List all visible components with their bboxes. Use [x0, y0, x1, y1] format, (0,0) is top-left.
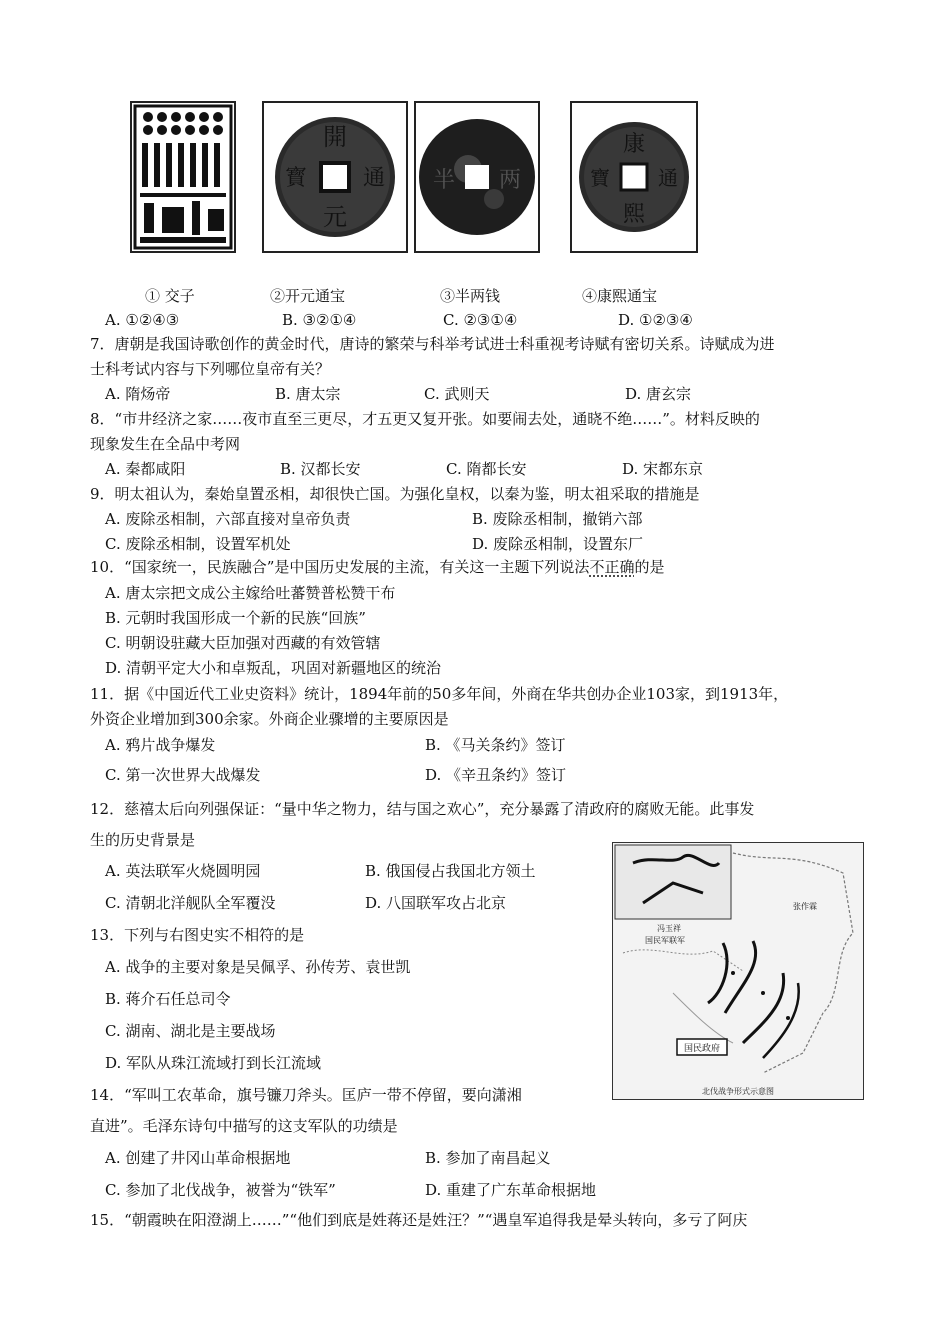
q8-option-d[interactable]: D. 宋都东京 — [622, 460, 704, 478]
q11-stem-continued: 外资企业增加到300余家。外商企业骤增的主要原因是 — [90, 710, 449, 728]
q11-option-c[interactable]: C. 第一次世界大战爆发 — [105, 766, 261, 784]
q6-option-c[interactable]: C. ②③①④ — [443, 311, 518, 329]
map-caption: 北伐战争形式示意图 — [702, 1087, 774, 1096]
q9-stem: 9．明太祖认为，秦始皇置丞相，却很快亡国。为强化皇权，以秦为鉴，明太祖采取的措施是 — [90, 485, 700, 503]
svg-text:寶: 寶 — [590, 166, 610, 190]
q12-stem-continued: 生的历史背景是 — [90, 831, 196, 849]
q15-stem: 15．“朝霞映在阳澄湖上……”“他们到底是姓蒋还是姓汪？”“遇皇军追得我是晕头转向，多亏了阿庆 — [90, 1211, 748, 1229]
q14-stem: 14．“军叫工农革命，旗号镰刀斧头。匡庐一带不停留，要向潇湘 — [90, 1086, 522, 1104]
q12-stem: 12．慈禧太后向列强保证：“量中华之物力，结与国之欢心”，充分暴露了清政府的腐败无能。此事发 — [90, 800, 755, 818]
q9-option-c[interactable]: C. 废除丞相制，设置军机处 — [105, 535, 291, 553]
svg-text:半: 半 — [432, 168, 456, 193]
coin-caption: ②开元通宝 — [270, 287, 346, 305]
svg-text:两: 两 — [498, 168, 522, 193]
map-label-zhang: 张作霖 — [793, 902, 817, 911]
q11-option-b[interactable]: B. 《马关条约》签订 — [425, 736, 566, 754]
q7-stem: 7．唐朝是我国诗歌创作的黄金时代，唐诗的繁荣与科举考试进士科重视考诗赋有密切关系。诗赋成为进 — [90, 335, 775, 353]
q11-option-d[interactable]: D. 《辛丑条约》签订 — [425, 766, 567, 784]
q7-option-d[interactable]: D. 唐玄宗 — [625, 385, 692, 403]
svg-text:通: 通 — [362, 166, 386, 191]
q12-option-a[interactable]: A. 英法联军火烧圆明园 — [105, 862, 261, 880]
q9-option-b[interactable]: B. 废除丞相制，撤销六部 — [472, 510, 643, 528]
q10-option-c[interactable]: C. 明朝设驻藏大臣加强对西藏的有效管辖 — [105, 634, 381, 652]
q7-option-c[interactable]: C. 武则天 — [424, 385, 490, 403]
q11-stem: 11．据《中国近代工业史资料》统计，1894年前的50多年间，外商在华共创办企业103家，到1913年， — [90, 685, 789, 703]
q13-option-a[interactable]: A. 战争的主要对象是吴佩孚、孙传芳、袁世凯 — [105, 958, 411, 976]
jiaozi-image — [130, 101, 236, 253]
q8-stem: 8．“市井经济之家……夜市直至三更尽，才五更又复开张。如要闹去处，通晓不绝……”。材料反映的 — [90, 410, 760, 428]
q10-option-d[interactable]: D. 清朝平定大小和卓叛乱，巩固对新疆地区的统治 — [105, 659, 442, 677]
q6-option-a[interactable]: A. ①②④③ — [105, 311, 180, 329]
svg-text:康: 康 — [622, 132, 646, 157]
map-label-guominjun: 国民军联军 — [645, 936, 685, 945]
coin-caption: ③半两钱 — [440, 287, 501, 305]
q12-option-c[interactable]: C. 清朝北洋舰队全军覆没 — [105, 894, 276, 912]
q10-emphasis: 不正确 — [589, 558, 635, 576]
q8-option-b[interactable]: B. 汉都长安 — [280, 460, 361, 478]
map-label-government: 国民政府 — [683, 1044, 721, 1054]
q10-option-a[interactable]: A. 唐太宗把文成公主嫁给吐蕃赞普松赞干布 — [105, 584, 396, 602]
q6-option-b[interactable]: B. ③②①④ — [282, 311, 357, 329]
q9-option-a[interactable]: A. 废除丞相制，六部直接对皇帝负责 — [105, 510, 351, 528]
q8-option-a[interactable]: A. 秦都咸阳 — [105, 460, 186, 478]
q12-option-d[interactable]: D. 八国联军攻占北京 — [365, 894, 507, 912]
q8-option-c[interactable]: C. 隋都长安 — [446, 460, 527, 478]
q14-option-a[interactable]: A. 创建了井冈山革命根据地 — [105, 1149, 291, 1167]
svg-text:開: 開 — [323, 123, 347, 151]
q6-option-d[interactable]: D. ①②③④ — [618, 311, 693, 329]
svg-text:熙: 熙 — [622, 202, 646, 227]
q9-option-d[interactable]: D. 废除丞相制，设置东厂 — [472, 535, 644, 553]
q10-option-b[interactable]: B. 元朝时我国形成一个新的民族“回族” — [105, 609, 366, 627]
q13-option-d[interactable]: D. 军队从珠江流域打到长江流域 — [105, 1054, 322, 1072]
kaiyuan-coin-image — [262, 101, 408, 253]
q7-option-b[interactable]: B. 唐太宗 — [275, 385, 341, 403]
kangxi-coin-image — [570, 101, 698, 253]
q10-stem — [90, 557, 664, 577]
q14-stem-continued: 直进”。毛泽东诗句中描写的这支军队的功绩是 — [90, 1117, 398, 1135]
coin-caption: ④康熙通宝 — [582, 287, 658, 305]
q14-option-b[interactable]: B. 参加了南昌起义 — [425, 1149, 551, 1167]
svg-text:元: 元 — [323, 203, 347, 231]
svg-text:通: 通 — [658, 166, 678, 190]
q13-option-c[interactable]: C. 湖南、湖北是主要战场 — [105, 1022, 276, 1040]
northern-expedition-map — [612, 842, 864, 1100]
q7-stem-continued: 士科考试内容与下列哪位皇帝有关？ — [90, 360, 331, 378]
q11-option-a[interactable]: A. 鸦片战争爆发 — [105, 736, 216, 754]
q8-stem-continued: 现象发生在全品中考网 — [90, 435, 241, 453]
map-label-feng: 冯玉祥 — [657, 924, 681, 933]
banliang-coin-image — [414, 101, 540, 253]
q10-stem-text: 10．“国家统一，民族融合”是中国历史发展的主流，有关这一主题下列说法 — [90, 558, 590, 576]
q13-stem: 13．下列与右图史实不相符的是 — [90, 926, 305, 944]
q10-stem-end: 的是 — [634, 558, 665, 576]
q14-option-c[interactable]: C. 参加了北伐战争，被誉为“铁军” — [105, 1181, 336, 1199]
q12-option-b[interactable]: B. 俄国侵占我国北方领土 — [365, 862, 536, 880]
q7-option-a[interactable]: A. 隋炀帝 — [105, 385, 171, 403]
svg-text:寳: 寳 — [284, 166, 308, 191]
coin-caption: ① 交子 — [145, 287, 195, 305]
q13-option-b[interactable]: B. 蒋介石任总司令 — [105, 990, 231, 1008]
q14-option-d[interactable]: D. 重建了广东革命根据地 — [425, 1181, 597, 1199]
